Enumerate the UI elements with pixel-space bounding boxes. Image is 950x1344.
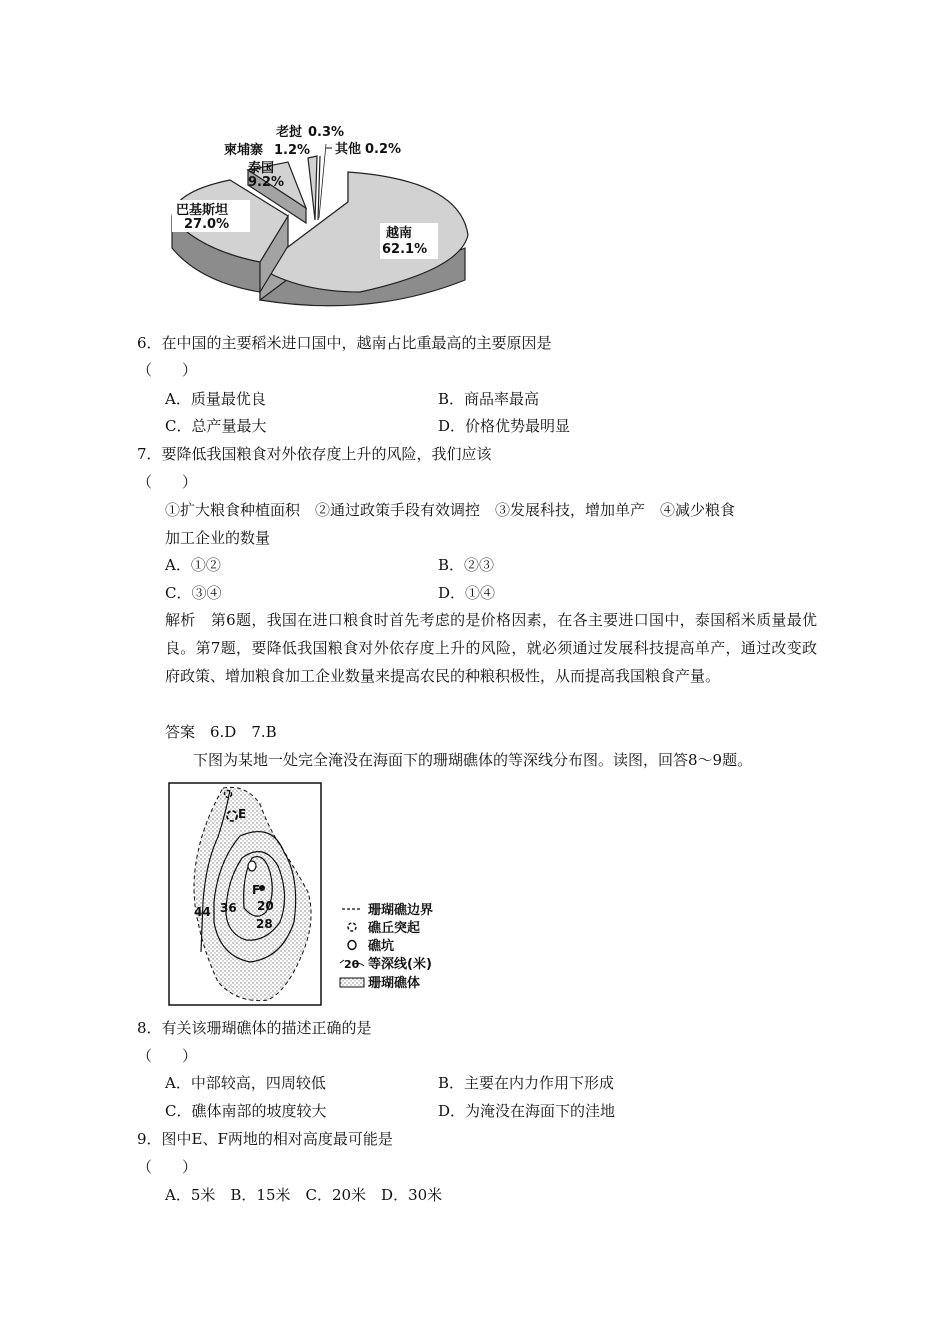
contour-label-28: 28 (256, 917, 273, 931)
map-point-f: F (252, 883, 261, 897)
legend-label-contour: 等深线(米) (368, 957, 432, 972)
pie-value-pakistan: 27.0% (184, 217, 230, 232)
q7-option-a[interactable]: A．①② (165, 556, 221, 574)
pie-label-vietnam: 越南 (386, 226, 413, 241)
q6-paren: （ ） (137, 361, 198, 379)
q7-option-b[interactable]: B．②③ (438, 556, 495, 574)
q8-paren: （ ） (137, 1047, 198, 1065)
q9-stem: 9．图中E、F两地的相对高度最可能是 (137, 1130, 393, 1148)
pie-slice-cambodia (308, 156, 317, 220)
q8-option-b[interactable]: B．主要在内力作用下形成 (438, 1074, 615, 1092)
q8-option-c[interactable]: C．礁体南部的坡度较大 (165, 1102, 327, 1120)
q9-paren: （ ） (137, 1158, 198, 1176)
pie-value-laos: 0.3% (308, 125, 345, 140)
q7-statements-line2: 加工企业的数量 (165, 529, 271, 547)
q6-option-d[interactable]: D．价格优势最明显 (438, 417, 571, 435)
pie-value-cambodia: 1.2% (274, 143, 311, 158)
q9-options[interactable]: A．5米 B．15米 C．20米 D．30米 (165, 1186, 443, 1204)
map-legend (340, 902, 433, 991)
contour-label-36: 36 (220, 901, 237, 915)
q6-stem: 6．在中国的主要稻米进口国中，越南占比重最高的主要原因是 (137, 334, 552, 352)
legend-contour-sample: 20 (344, 958, 360, 971)
pie-label-thailand: 泰国 (248, 161, 275, 176)
q8-stem: 8．有关该珊瑚礁体的描述正确的是 (137, 1019, 372, 1037)
q7-option-c[interactable]: C．③④ (165, 584, 222, 602)
answer-text: 答案 6.D 7.B (165, 723, 277, 741)
q6-option-c[interactable]: C．总产量最大 (165, 417, 267, 435)
legend-label-mound: 礁丘突起 (368, 921, 421, 936)
q7-statements-line1: ①扩大粮食种植面积 ②通过政策手段有效调控 ③发展科技，增加单产 ④减少粮食 (165, 501, 736, 519)
pie-label-pakistan: 巴基斯坦 (176, 203, 229, 218)
q8-option-a[interactable]: A．中部较高，四周较低 (165, 1074, 326, 1092)
pie-slice-other (319, 144, 326, 218)
legend-label-reef: 珊瑚礁体 (368, 976, 421, 991)
q6-option-b[interactable]: B．商品率最高 (438, 390, 540, 408)
q7-option-d[interactable]: D．①④ (438, 584, 496, 602)
pie-value-vietnam: 62.1% (382, 242, 428, 257)
contour-label-20: 20 (257, 899, 274, 913)
analysis-text: 解析 第6题，我国在进口粮食时首先考虑的是价格因素，在各主要进口国中，泰国稻米质量最优良。第7题，要降低我国粮食对外依存度上升的风险，就必须通过发展科技提高单产，通过改变政府政策、增加粮食加工企业数量来提高农民的种粮积极性，从而提高我国粮食产量。 (165, 611, 817, 685)
legend-label-boundary: 珊瑚礁边界 (368, 903, 434, 918)
map-point-e: E (238, 807, 247, 821)
intro-text: 下图为某地一处完全淹没在海面下的珊瑚礁体的等深线分布图。读图，回答8～9题。 (193, 751, 753, 769)
pie-value-other: 0.2% (365, 142, 402, 157)
pie-label-other: 其他 (335, 142, 362, 157)
q6-option-a[interactable]: A．质量最优良 (165, 390, 266, 408)
legend-label-pit: 礁坑 (368, 939, 395, 954)
q7-stem: 7．要降低我国粮食对外依存度上升的风险，我们应该 (137, 445, 492, 463)
q7-paren: （ ） (137, 473, 198, 491)
rice-import-pie-chart (160, 120, 480, 320)
coral-reef-contour-map (168, 782, 458, 1008)
pie-label-cambodia: 柬埔寨 (224, 143, 264, 158)
pie-value-thailand: 9.2% (248, 175, 285, 190)
q8-option-d[interactable]: D．为淹没在海面下的洼地 (438, 1102, 616, 1120)
reef-pit-icon (248, 861, 256, 871)
pie-label-laos: 老挝 (276, 125, 303, 140)
contour-label-44: 44 (194, 905, 211, 919)
